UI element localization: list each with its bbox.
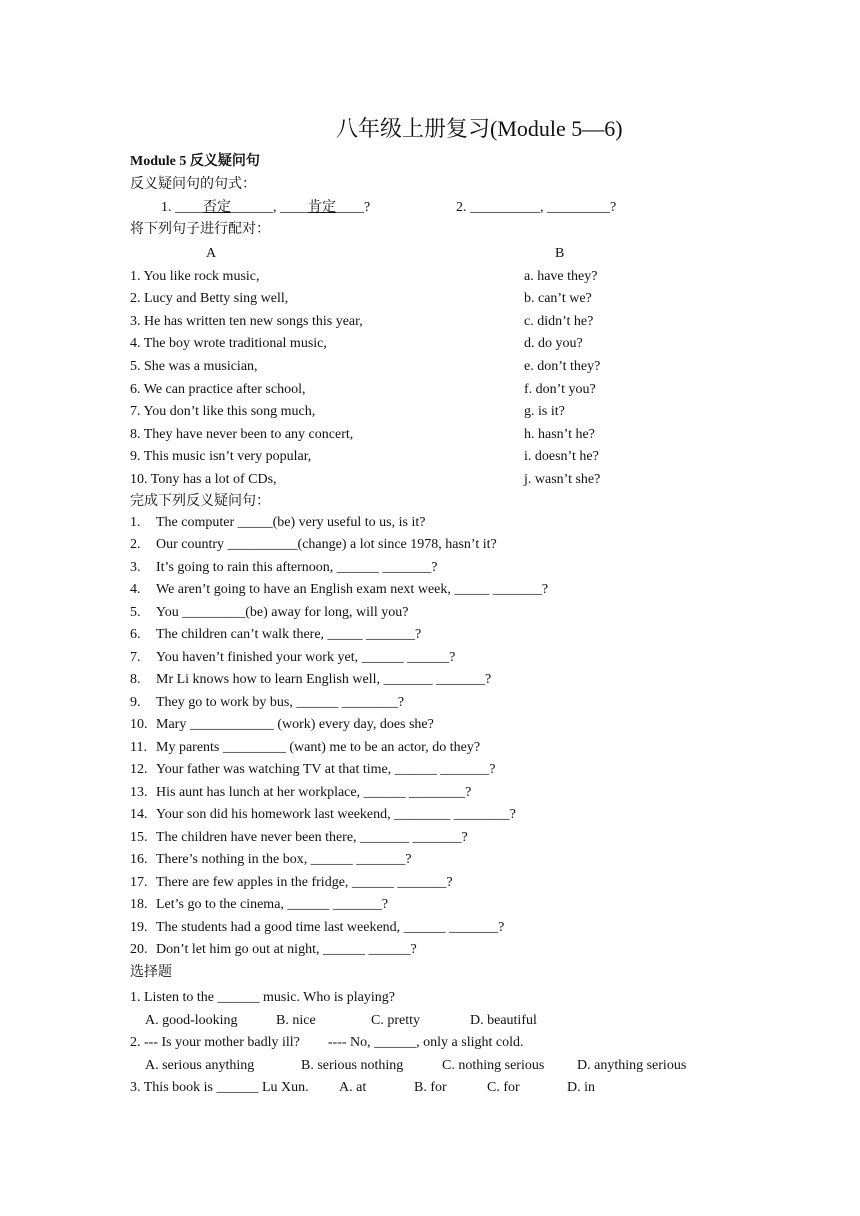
match-item-a: 3. He has written ten new songs this year,: [130, 314, 363, 329]
question-item: 7. You haven’t finished your work yet, ______ ______?: [130, 650, 456, 665]
question-item: 8. Mr Li knows how to learn English well, _______ _______?: [130, 672, 492, 687]
question-item: 10. Mary ____________ (work) every day, does she?: [130, 717, 434, 732]
choice-option: D. anything serious: [577, 1058, 687, 1073]
question-item: 12. Your father was watching TV at that time, ______ _______?: [130, 762, 496, 777]
match-item-b: j. wasn’t she?: [524, 472, 601, 487]
question-item: 3. It’s going to rain this afternoon, ______ _______?: [130, 560, 438, 575]
question-item: 18. Let’s go to the cinema, ______ _______?: [130, 897, 389, 912]
match-item-b: h. hasn’t he?: [524, 427, 595, 442]
choice-heading: 选择题: [130, 965, 172, 980]
question-item: 5. You _________(be) away for long, will you?: [130, 605, 409, 620]
match-item-a: 7. You don’t like this song much,: [130, 404, 316, 419]
match-heading: 将下列句子进行配对：: [130, 222, 270, 237]
question-item: 14. Your son did his homework last weekend, ________ ________?: [130, 807, 516, 822]
match-item-a: 6. We can practice after school,: [130, 382, 306, 397]
match-item-b: e. don’t they?: [524, 359, 601, 374]
pattern-heading: 反义疑问句的句式：: [130, 177, 256, 192]
module-heading: Module 5 反义疑问句: [130, 154, 260, 169]
pattern-2: 2. __________, _________?: [456, 200, 617, 215]
match-item-a: 5. She was a musician,: [130, 359, 258, 374]
match-item-b: d. do you?: [524, 336, 583, 351]
match-item-b: i. doesn’t he?: [524, 449, 599, 464]
match-item-b: b. can’t we?: [524, 291, 592, 306]
match-item-b: a. have they?: [524, 269, 598, 284]
question-item: 15. The children have never been there, _______ _______?: [130, 830, 468, 845]
choice-option: B. for: [414, 1080, 447, 1095]
question-item: 9. They go to work by bus, ______ ________?: [130, 695, 405, 710]
choice-option: A. good-looking: [145, 1013, 238, 1028]
pattern-1: 1. ____否定______, ____肯定____?: [161, 200, 371, 215]
choice-option: A. at: [339, 1080, 367, 1095]
match-item-b: c. didn’t he?: [524, 314, 594, 329]
pattern-negative: 否定: [203, 200, 231, 215]
complete-heading: 完成下列反义疑问句：: [130, 494, 270, 509]
match-item-a: 8. They have never been to any concert,: [130, 427, 354, 442]
match-item-a: 2. Lucy and Betty sing well,: [130, 291, 289, 306]
match-item-a: 9. This music isn’t very popular,: [130, 449, 312, 464]
choice-option: B. nice: [276, 1013, 316, 1028]
question-item: 20. Don’t let him go out at night, ______ ______?: [130, 942, 417, 957]
question-item: 11. My parents _________ (want) me to be an actor, do they?: [130, 740, 481, 755]
choice-option: C. for: [487, 1080, 520, 1095]
match-item-b: g. is it?: [524, 404, 565, 419]
question-item: 2. Our country __________(change) a lot since 1978, hasn’t it?: [130, 537, 497, 552]
choice-question: 3. This book is ______ Lu Xun.: [130, 1080, 309, 1095]
question-item: 19. The students had a good time last weekend, ______ _______?: [130, 920, 505, 935]
choice-question: 2. --- Is your mother badly ill? ---- No, ______, only a slight cold.: [130, 1035, 524, 1050]
match-item-a: 10. Tony has a lot of CDs,: [130, 472, 277, 487]
page-title: 八年级上册复习(Module 5—6): [336, 116, 623, 141]
match-item-b: f. don’t you?: [524, 382, 596, 397]
question-item: 13. His aunt has lunch at her workplace, ______ ________?: [130, 785, 472, 800]
pattern-positive: 肯定: [308, 200, 336, 215]
choice-option: C. pretty: [371, 1013, 420, 1028]
question-item: 1. The computer _____(be) very useful to us, is it?: [130, 515, 426, 530]
question-item: 17. There are few apples in the fridge, ______ _______?: [130, 875, 453, 890]
choice-option: A. serious anything: [145, 1058, 255, 1073]
choice-option: D. in: [567, 1080, 595, 1095]
question-item: 4. We aren’t going to have an English exam next week, _____ _______?: [130, 582, 549, 597]
choice-option: D. beautiful: [470, 1013, 537, 1028]
column-a-label: A: [206, 246, 217, 261]
match-item-a: 4. The boy wrote traditional music,: [130, 336, 327, 351]
match-item-a: 1. You like rock music,: [130, 269, 260, 284]
choice-question: 1. Listen to the ______ music. Who is playing?: [130, 990, 395, 1005]
question-item: 6. The children can’t walk there, _____ _______?: [130, 627, 422, 642]
column-b-label: B: [555, 246, 565, 261]
choice-option: B. serious nothing: [301, 1058, 404, 1073]
question-item: 16. There’s nothing in the box, ______ _______?: [130, 852, 412, 867]
choice-option: C. nothing serious: [442, 1058, 545, 1073]
